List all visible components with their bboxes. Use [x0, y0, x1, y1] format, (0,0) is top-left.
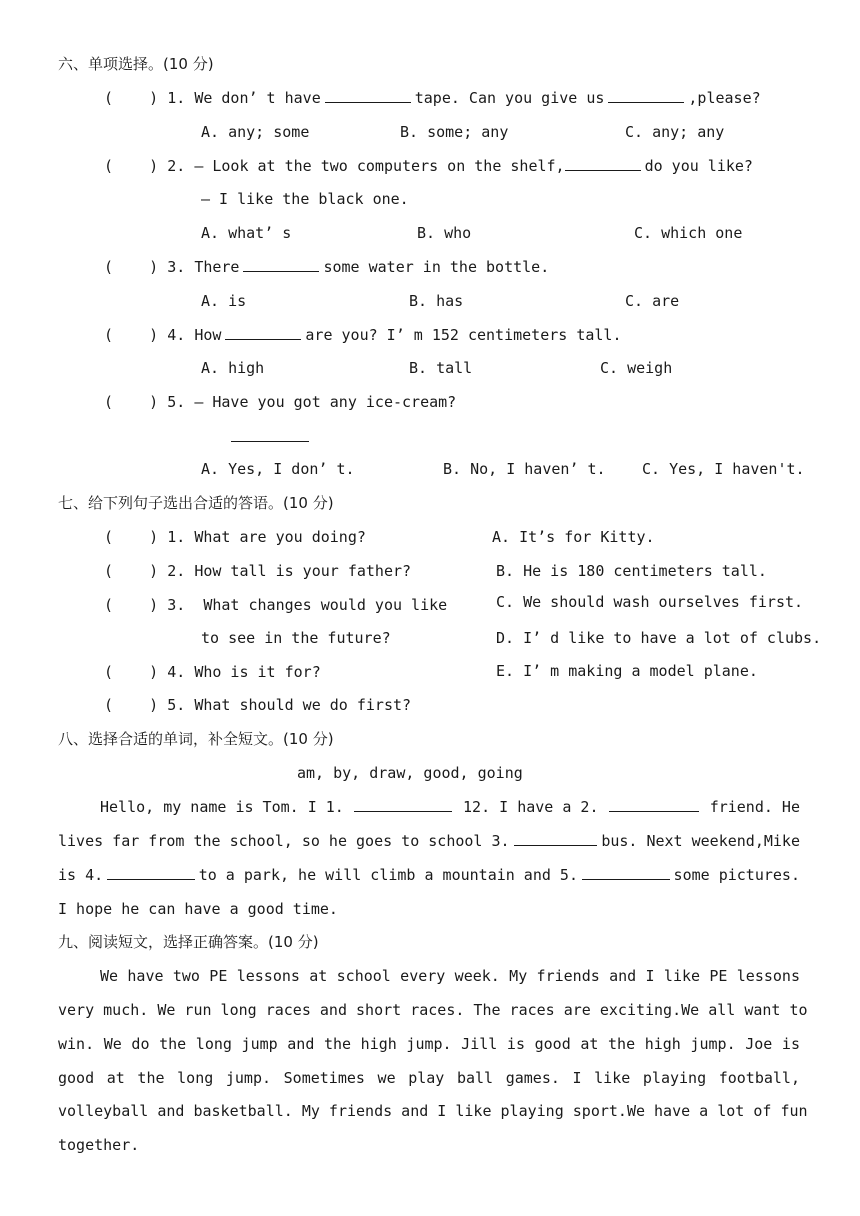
s8-line-4: I hope he can have a good time. — [58, 900, 338, 918]
s8-blank-2[interactable] — [609, 797, 699, 812]
s6-q1-text-c: ,please? — [688, 89, 761, 107]
s6-q1 — [104, 88, 761, 108]
s6-q2-text-a: — Look at the two computers on the shelf, — [194, 157, 565, 175]
s6-q2-reply: — I like the black one. — [201, 190, 409, 208]
s7-answer-a: A. It’s for Kitty. — [492, 528, 655, 546]
section6-heading: 六、单项选择。(10 分) — [58, 55, 214, 73]
s7-answer-b: B. He is 180 centimeters tall. — [496, 562, 767, 580]
s6-q5-answer-blank[interactable] — [231, 441, 309, 442]
s8-word-bank: am, by, draw, good, going — [297, 764, 523, 782]
s6-q3-option-a: A. is — [201, 292, 247, 310]
s8-line2-text-a: lives far from the school, so he goes to school 3. — [58, 832, 510, 850]
s8-line3-text-a: is 4. — [58, 866, 104, 884]
s6-q3 — [104, 257, 549, 277]
s7-q3-text: What changes would you like — [203, 596, 448, 614]
s8-line-3 — [58, 865, 800, 885]
s7-answer-d: D. I’ d like to have a lot of clubs. — [496, 629, 822, 647]
s6-q2-option-c: C. which one — [634, 224, 743, 242]
s8-line-2 — [58, 831, 800, 851]
s6-q1-option-a: A. any; some — [201, 123, 310, 141]
s6-q5-number: ( ) 5. — [104, 393, 186, 411]
s6-q1-text-a: We don’ t have — [194, 89, 321, 107]
s7-q3-text-cont: to see in the future? — [201, 629, 391, 647]
s7-q1-number: ( ) 1. — [104, 528, 186, 546]
s7-q5 — [104, 695, 411, 715]
s6-q2-blank[interactable] — [565, 156, 641, 171]
s6-q5-text-a: — Have you got any ice-cream? — [194, 393, 457, 411]
s9-paragraph-line-6: together. — [58, 1136, 140, 1154]
s6-q1-option-b: B. some; any — [400, 123, 509, 141]
section9-heading: 九、阅读短文，选择正确答案。(10 分) — [58, 933, 319, 951]
s6-q3-option-b: B. has — [409, 292, 464, 310]
s6-q3-text-b: some water in the bottle. — [323, 258, 550, 276]
s7-q2 — [104, 561, 411, 581]
s6-q4 — [104, 325, 621, 345]
s8-line3-text-b: to a park, he will climb a mountain and 5. — [198, 866, 578, 884]
s8-line1-text-b: 12. I have a 2. — [463, 798, 599, 816]
s6-q2-number: ( ) 2. — [104, 157, 186, 175]
s8-blank-5[interactable] — [582, 865, 670, 880]
s7-q3 — [104, 595, 447, 615]
s9-paragraph-line-4: good at the long jump. Sometimes we play ball games. I like playing football, — [58, 1069, 800, 1087]
section7-heading: 七、给下列句子选出合适的答语。(10 分) — [58, 494, 334, 512]
s6-q4-option-b: B. tall — [409, 359, 473, 377]
s6-q3-number: ( ) 3. — [104, 258, 186, 276]
s7-q4 — [104, 662, 321, 682]
s6-q2 — [104, 156, 753, 176]
s6-q4-option-a: A. high — [201, 359, 265, 377]
s8-line3-text-c: some pictures. — [673, 866, 800, 884]
s8-blank-3[interactable] — [514, 831, 598, 846]
s9-paragraph-line-2: very much. We run long races and short races. The races are exciting.We all want to — [58, 1001, 808, 1019]
s6-q5-option-a: A. Yes, I don’ t. — [201, 460, 355, 478]
s7-answer-c: C. We should wash ourselves first. — [496, 593, 804, 611]
section8-heading: 八、选择合适的单词，补全短文。(10 分) — [58, 730, 334, 748]
s6-q4-blank[interactable] — [225, 325, 301, 340]
s7-q1-text: What are you doing? — [194, 528, 366, 546]
s8-line-1 — [100, 797, 800, 817]
s7-q2-number: ( ) 2. — [104, 562, 186, 580]
s6-q5-option-b: B. No, I haven’ t. — [443, 460, 606, 478]
s6-q4-number: ( ) 4. — [104, 326, 186, 344]
s6-q4-text-a: How — [194, 326, 222, 344]
s6-q3-text-a: There — [194, 258, 240, 276]
s6-q1-blank-2[interactable] — [608, 88, 684, 103]
s7-q5-text: What should we do first? — [194, 696, 412, 714]
s6-q2-option-b: B. who — [417, 224, 472, 242]
s9-paragraph-line-3: win. We do the long jump and the high jump. Jill is good at the high jump. Joe is — [58, 1035, 800, 1053]
s6-q4-option-c: C. weigh — [600, 359, 673, 377]
s7-answer-e: E. I’ m making a model plane. — [496, 662, 758, 680]
s6-q5 — [104, 392, 456, 412]
s7-q5-number: ( ) 5. — [104, 696, 186, 714]
s6-q4-text-b: are you? I’ m 152 centimeters tall. — [305, 326, 622, 344]
s7-q3-number: ( ) 3. — [104, 596, 186, 614]
s9-paragraph-line-5: volleyball and basketball. My friends and I like playing sport.We have a lot of fun — [58, 1102, 808, 1120]
s6-q1-number: ( ) 1. — [104, 89, 186, 107]
s9-paragraph-line-1: We have two PE lessons at school every week. My friends and I like PE lessons — [100, 967, 800, 985]
s8-line1-text-c: friend. He — [709, 798, 800, 816]
s7-q1 — [104, 527, 366, 547]
s6-q1-option-c: C. any; any — [625, 123, 725, 141]
s6-q1-text-b: tape. Can you give us — [414, 89, 605, 107]
s6-q3-option-c: C. are — [625, 292, 680, 310]
s6-q3-blank[interactable] — [243, 257, 319, 272]
s6-q2-text-b: do you like? — [644, 157, 753, 175]
s6-q5-option-c: C. Yes, I haven't. — [642, 460, 805, 478]
s7-q4-number: ( ) 4. — [104, 663, 186, 681]
s8-line1-text-a: Hello, my name is Tom. I 1. — [100, 798, 344, 816]
s8-line2-text-b: bus. Next weekend,Mike — [601, 832, 800, 850]
s7-q4-text: Who is it for? — [194, 663, 321, 681]
s8-blank-4[interactable] — [107, 865, 195, 880]
s8-blank-1[interactable] — [354, 797, 452, 812]
s7-q2-text: How tall is your father? — [194, 562, 412, 580]
s6-q2-option-a: A. what’ s — [201, 224, 292, 242]
s6-q1-blank-1[interactable] — [325, 88, 411, 103]
